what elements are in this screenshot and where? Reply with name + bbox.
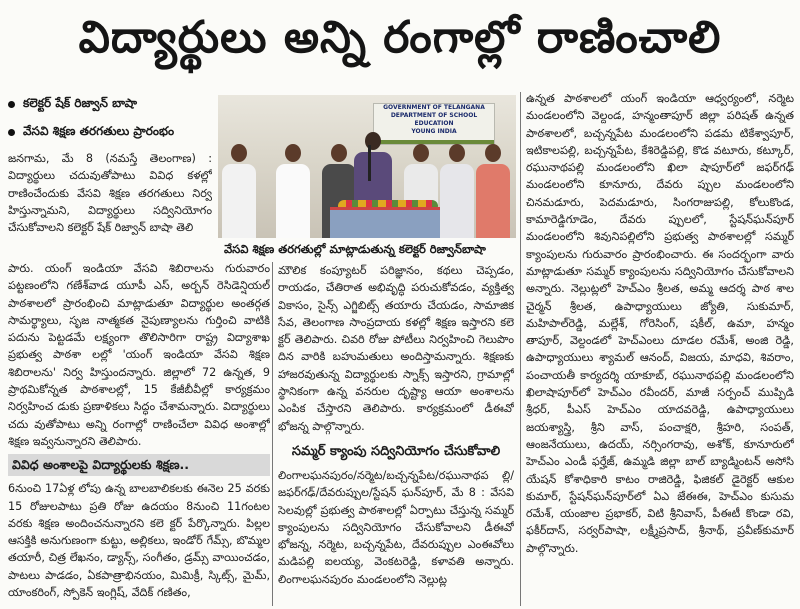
bullet-text: వేసవి శిక్షణ తరగతులు ప్రారంభం xyxy=(23,123,175,138)
column-3 xyxy=(526,90,794,606)
section-subhead: సమ్మర్ క్యాంపు సద్వినియోగం చేసుకోవాలి xyxy=(291,443,501,459)
banner-line: YOUNG INDIA xyxy=(411,128,457,135)
article-paragraph: 6నుంచి 17ఏళ్ల లోపు ఉన్న బాలబాలికలకు ఈనెల 25 వరకు 15 రోజులపాటు ప్రతి రోజు ఉదయం 8నుంచి 11గంటల వరకు శిక్షణ అందించనున్నారని కలె క్టర్ పేర్కొన్నారు. పిల్లల ఆసక్తికి అనుగుణంగా కుట్టు, అల్లికలు, ఇండోర్ గేమ్స్, బొమ్మల తయారీ, చిత్ర లేఖనం, డ్యాన్స్, సంగీతం, డ్రమ్స్ వాయించడం, పాటలు పాడడం, ఏకపాత్రాభినయం, మిమిక్రీ, స్కిట్స్, మైమ్, యాంకరింగ్, స్పోకెన్ ఇంగ్లిష్, వేదిక్ గణితం, xyxy=(8,482,270,600)
bullet-dot-icon xyxy=(8,101,15,108)
bullet-list xyxy=(8,92,213,148)
article-paragraph: మౌలిక కంప్యూటర్ పరిజ్ఞానం, కథలు చెప్పడం, రాయడం, చేతిరాత అభివృద్ధి పరుచుకోవడం, వ్యక్తిత్వ వికాసం, సైన్స్ ఎగ్జిబిట్స్ తయారు చేయడం, సామాజిక సేవ, తెలంగాణ సాంప్రదాయ కళల్లో శిక్షణ ఇస్తారని కలె క్టర్ తెలిపారు. చివరి రోజు పోటీలు నిర్వహించి గెలుపొం దిన వారికి బహుమతులు అందిస్తామన్నారు. శిక్షణకు హాజరవుతున్న విద్యార్థులకు స్నాక్స్ ఇస్తారని, గ్రామాల్లో స్థానికంగా ఉన్న వనరుల దృష్ట్యా ఆయా అంశాలను ఎంపిక చేస్తారని తెలిపారు. కార్యక్రమంలో డీఈవో భోజన్న పాల్గొన్నారు. xyxy=(278,264,514,433)
column-divider xyxy=(520,92,521,606)
bullet-item xyxy=(8,120,213,144)
bullet-dot-icon xyxy=(8,129,15,136)
news-photo xyxy=(218,95,516,238)
column-2 xyxy=(278,262,514,606)
article-paragraph: జనగామ, మే 8 (నమస్తే తెలంగాణ) : విద్యార్థులు చదువుతోపాటు వివిధ కళల్లో రాణించేందుకు వేసవి శిక్షణ తరగతులు నిర్వ హిస్తున్నామని, విద్యార్థులు సద్వినియోగం చేసుకోవాలని కలెక్టర్ షేక్ రిజ్వాన్ బాషా తెలి xyxy=(8,152,212,235)
column-1-body xyxy=(8,260,270,606)
person-figure xyxy=(222,144,256,238)
bullet-item xyxy=(8,92,213,116)
column-divider xyxy=(272,262,273,606)
headline: విద్యార్థులు అన్ని రంగాల్లో రాణించాలి xyxy=(78,12,722,63)
article-paragraph: ఉన్నత పాఠశాలలో యంగ్ ఇండియా ఆధ్వర్యంలో, నర్మెట మండలంలోని వెల్దండ, హన్మంతాపూర్ జిల్లా పరిషత్ ఉన్నత పాఠశాలలో, బచ్చన్నపేట మండలంలోని పడమ టికేశ్వాపూర్, ఇటికాలపల్లి, బచ్చన్నపేట, కేశిరెడ్డిపల్లి, కొడ వటూరు, కట్కూర్, రఘునాథపల్లి మండలంలోని ఖిలా షాపూర్‌లో జఫర్‌గఢ్ మండలంలోని కూనూరు, దేవరు ప్పుల మండలంలోని చినమడూరు, పెదమడూరు, సింగరాజుపల్లి, కోలుకొండ, కామారెడ్డిగూడెం, దేవరు ప్పులలో, స్టేషన్‌ఘన్‌పూర్ మండలంలోని శివునిపల్లిలోని ప్రభుత్వ పాఠశాలల్లో సమ్మర్ క్యాంపులను గురువారం ప్రారంభించారు. ఈ సందర్భంగా వారు మాట్లాడుతూ సమ్మర్ క్యాంపులను సద్వినియోగం చేసుకోవాలని అన్నారు. నెల్లుట్లలో హెచ్‌ఎం శ్రీలత, అమ్మ ఆదర్శ పాఠ శాల చైర్మన్ శ్రీలత, ఉపాధ్యాయులు జ్యోతి, సుకుమార్, మహిపాల్‌రెడ్డి, మల్లేశ్, గోరెసింగ్, షకీల్, ఉమా, హన్మం తాపూర్, వెల్దండలో హెచ్‌ఎంలు దూడల రమేశ్, అంజి రెడ్డి, ఉపాధ్యాయులు శ్యామల్ ఆనంద్, విజయ, మాధవి, శివరాం, పంచాయతీ కార్యదర్శి యాకూబ్, రఘునాథపల్లి మండలంలోని ఖిలాషాపూర్‌లో హెచ్‌ఎం రవీందర్, మాజీ సర్పంచ్ ముప్పిడి శ్రీధర్, పీఎస్ హెచ్‌ఎం యాదవరెడ్డి, ఉపాధ్యాయులు జయశ్యాస్త్రి, శ్రీని వాస్, పంచాక్షరి, శ్రీహరి, సంపత్, ఆంజనేయులు, ఉదయ్, నర్సింగరావు, అశోక్, కూనూరులో హెచ్‌ఎం ఎండీ ఫర్హేజ్, ఉమ్మడి జిల్లా బాల్ బ్యాడ్మింటన్ అసోసి యేషన్ కోశాధికారి కాటం రాజిరెడ్డి, ఫిజికల్ డైరెక్టర్ ఆకుల కుమార్, స్టేషన్‌ఘన్‌పూర్‌లో ఏఎ జేఈఈ, హెచ్‌ఎం కుసుమ రమేశ్, యంజాల ప్రభాకర్, విటి శ్రీనివాస్, పీఈటీ కొండా రవి, ఫకీర్‌దాస్, సర్వర్‌పాషా, లక్ష్మీప్రసాద్, శ్రీనాథ్, ప్రవీణ్‌కుమార్ పాల్గొన్నారు. xyxy=(526,92,794,555)
article-paragraph: లింగాలఘనపురం/నర్మెట/బచ్చన్నపేట/రఘునాథప ల్లి/జఫర్‌గఢ్/దేవరుప్పుల/స్టేషన్ ఘన్‌పూర్, మే 8 : వేసవి సెలవుల్లో ప్రభుత్వ పాఠశాలల్లో ఏర్పాటు చేస్తున్న సమ్మర్ క్యాంపులను సద్వినియోగం చేసుకోవాలని డీఈవో భోజన్న, నర్మెట, బచ్చన్నపేట, దేవరుప్పుల ఎంఈవోలు మడిపల్లి ఐలయ్య, వెంకటరెడ్డి, కళావతి అన్నారు. లింగాలఘనపురం మండలంలోని నెల్లుట్ల xyxy=(278,468,514,586)
section-subhead: వివిధ అంశాలపై విద్యార్థులకు శిక్షణ.. xyxy=(8,454,270,476)
podium-table xyxy=(330,207,440,238)
person-figure xyxy=(476,144,510,238)
person-figure xyxy=(276,144,310,238)
banner-line: DEPARTMENT OF SCHOOL EDUCATION xyxy=(390,112,478,127)
banner-line: GOVERNMENT OF TELANGANA xyxy=(383,104,485,111)
article-paragraph: పారు. యంగ్ ఇండియా వేసవి శిబిరాలను గురువారం పట్టణంలోని గణేశ్‌వాడ యూపీ ఎస్, అర్బన్ రెసిడెన్షియల్ పాఠశాలలో ప్రారంభించి మాట్లాడుతూ విద్యార్థుల అంతర్గత సామర్థ్యాలు, సృజ నాత్మకత నైపుణ్యాలను గుర్తించి వాటికి పదును పెట్టడమే లక్ష్యంగా తొలిసారిగా రాష్ట్ర విద్యాశాఖ ప్రభుత్వ పాఠశా లల్లో 'యంగ్ ఇండియా వేసవి శిక్షణ శిబిరాలను' నిర్వ హిస్తుందన్నారు. జిల్లాలో 72 ఉన్నత, 9 ప్రాథమికోన్నత పాఠశాలల్లో, 15 కేజీబీవీల్లో కార్యక్రమం నిర్వహించ డుకు ప్రణాళికలు సిద్ధం చేశామన్నారు. విద్యార్థులు చదు వుతోపాటు అన్ని రంగాల్లో రాణించేలా వివిధ అంశాల్లో శిక్షణ ఇవ్వనున్నారని తెలిపారు. xyxy=(8,262,270,448)
photo-caption: వేసవి శిక్షణ తరగతుల్లో మాట్లాడుతున్న కలెక్టర్ రిజ్వాన్‌బాషా xyxy=(224,242,486,256)
microphone-icon xyxy=(368,145,371,181)
bullet-text: కలెక్టర్ షేక్ రిజ్వాన్ బాషా xyxy=(23,95,137,110)
column-1-intro xyxy=(8,150,212,236)
person-figure xyxy=(440,144,474,238)
